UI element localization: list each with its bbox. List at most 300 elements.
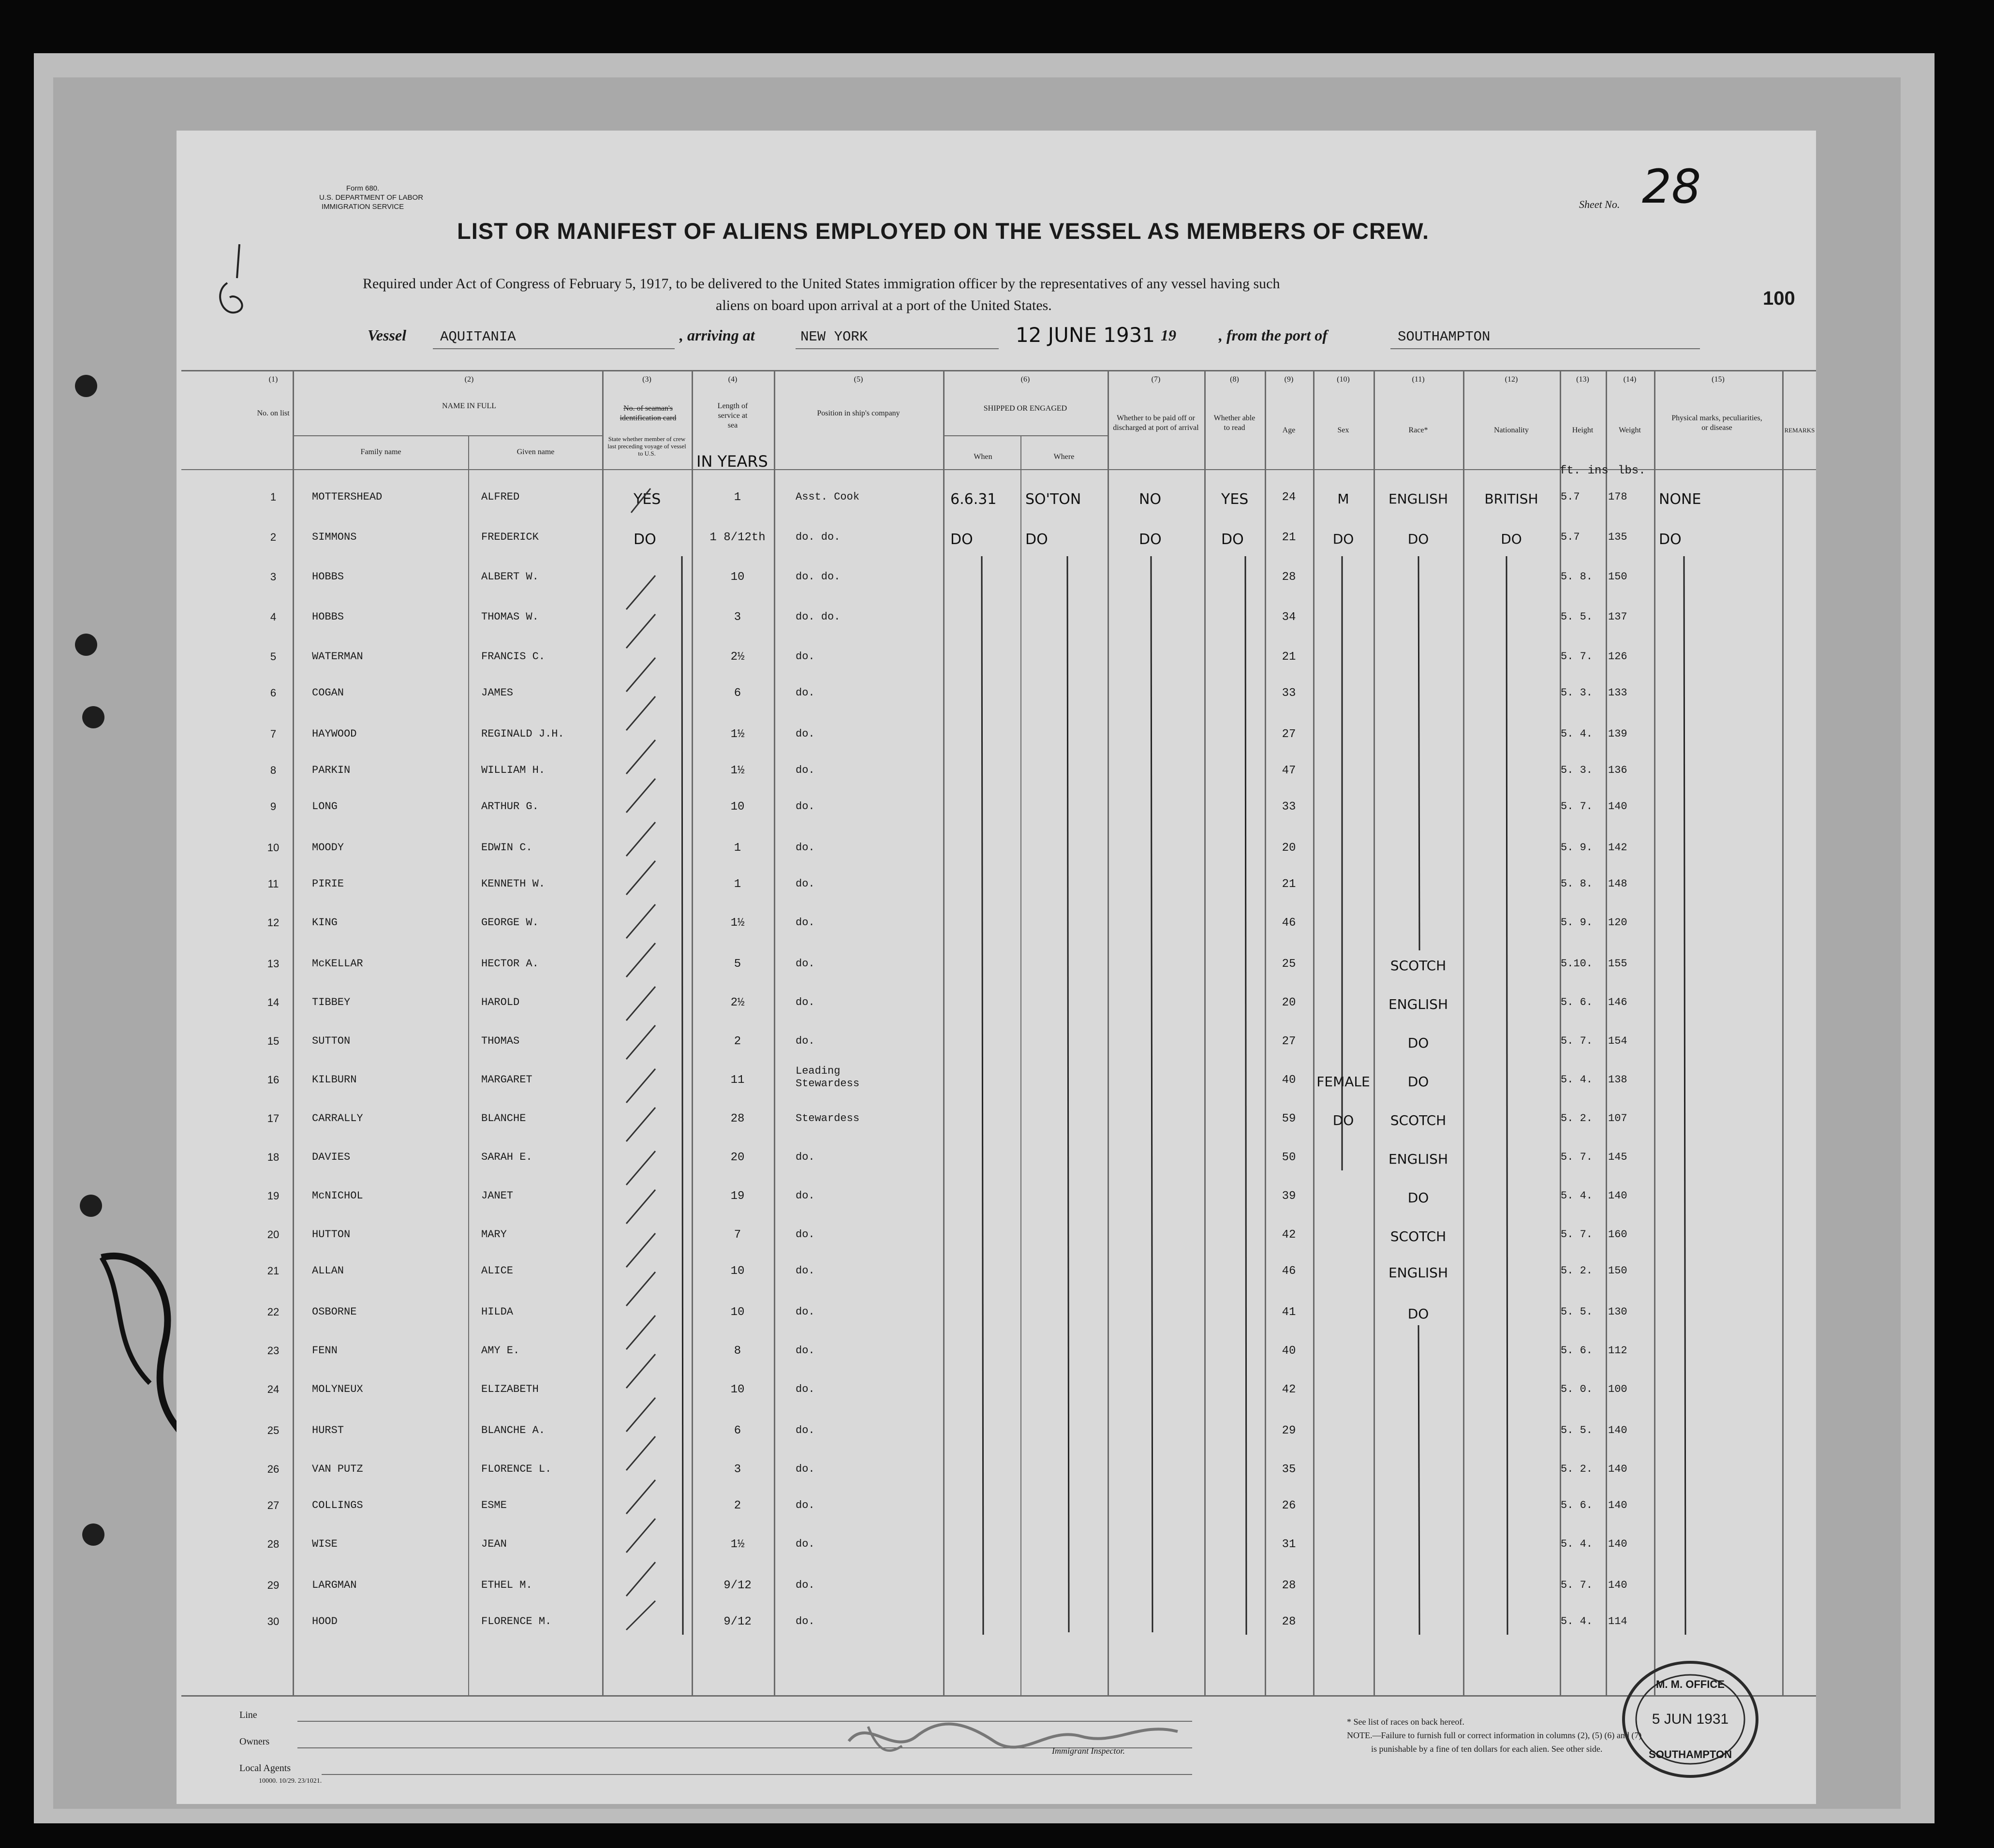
col11-num: (11) <box>1412 375 1425 384</box>
col15-header: Physical marks, peculiarities, or disease <box>1671 414 1762 432</box>
ditto-lines <box>177 131 1816 1804</box>
cell-height: 5. 9. <box>1561 842 1593 854</box>
col14-unit: lbs. <box>1618 464 1646 477</box>
cell-position: do. <box>796 1615 815 1627</box>
cell-service: 1 8/12th <box>709 531 766 544</box>
cell-when: 6.6.31 <box>950 491 997 508</box>
manifest-sheet <box>177 131 1816 1804</box>
cell-race: DO <box>1407 1074 1429 1090</box>
cell-family: MOLYNEUX <box>312 1383 363 1395</box>
vessel-name: AQUITANIA <box>440 329 516 345</box>
cell-age: 39 <box>1282 1190 1296 1203</box>
cell-given: JEAN <box>481 1538 507 1550</box>
cell-service: 1 <box>734 491 741 504</box>
cell-no: 26 <box>267 1463 280 1475</box>
cell-age: 28 <box>1282 571 1296 584</box>
cell-family: KILBURN <box>312 1074 357 1086</box>
cell-marks: NONE <box>1659 491 1701 508</box>
cell-position: do. <box>796 1035 815 1047</box>
note-line2: is punishable by a fine of ten dollars for each alien. See other side. <box>1371 1744 1603 1754</box>
cell-service: 11 <box>730 1074 745 1087</box>
cell-position: do. <box>796 800 815 813</box>
inspector-label: Immigrant Inspector. <box>1052 1746 1125 1756</box>
service: IMMIGRATION SERVICE <box>321 203 404 211</box>
cell-height: 5. 8. <box>1561 878 1593 890</box>
cell-service: 2 <box>734 1035 741 1048</box>
cell-height: 5. 7. <box>1561 800 1593 813</box>
cell-height: 5. 2. <box>1561 1463 1593 1475</box>
cell-race: DO <box>1407 1035 1429 1051</box>
cell-service: 6 <box>734 687 741 700</box>
cell-height: 5. 4. <box>1561 1538 1593 1550</box>
cell-given: FLORENCE L. <box>481 1463 552 1475</box>
cell-sex: DO <box>1332 1112 1354 1128</box>
cell-family: COGAN <box>312 687 344 699</box>
cell-weight: 140 <box>1608 1579 1627 1591</box>
cell-family: FENN <box>312 1345 338 1357</box>
cell-no: 21 <box>267 1265 280 1277</box>
cell-no: 2 <box>270 531 277 543</box>
cell-no: 16 <box>267 1074 280 1086</box>
manifest-title: LIST OR MANIFEST OF ALIENS EMPLOYED ON THE VESSEL AS MEMBERS OF CREW. <box>457 218 1430 244</box>
cell-paid: DO <box>1139 531 1162 548</box>
cell-no: 3 <box>270 571 277 583</box>
cell-weight: 150 <box>1608 571 1627 583</box>
cell-weight: 140 <box>1608 1538 1627 1550</box>
cell-weight: 120 <box>1608 917 1627 929</box>
cell-service: 1½ <box>730 917 745 930</box>
cell-given: AMY E. <box>481 1345 520 1357</box>
col2a-header: Family name <box>360 448 401 456</box>
cell-given: BLANCHE A. <box>481 1424 546 1436</box>
cell-age: 24 <box>1282 491 1296 504</box>
cell-weight: 160 <box>1608 1228 1627 1241</box>
owners-label: Owners <box>239 1736 270 1747</box>
cell-age: 27 <box>1282 728 1296 741</box>
cell-age: 21 <box>1282 878 1296 891</box>
cell-age: 33 <box>1282 800 1296 813</box>
cell-no: 1 <box>270 491 277 503</box>
cell-weight: 148 <box>1608 878 1627 890</box>
cell-service: 1½ <box>730 764 745 777</box>
col5-header: Position in ship's company <box>817 409 900 417</box>
cell-position: do. do. <box>796 611 841 623</box>
col7-header: Whether to be paid off or discharged at port of arrival <box>1113 414 1199 432</box>
col12-header: Nationality <box>1494 426 1529 434</box>
col4-header: Length of service at sea <box>717 402 748 429</box>
cell-no: 22 <box>267 1306 280 1318</box>
cell-height: 5.7 <box>1561 531 1580 543</box>
sheet-label: Sheet No. <box>1579 198 1620 210</box>
stamp-bottom: SOUTHAMPTON <box>1649 1748 1732 1760</box>
cell-no: 7 <box>270 728 277 740</box>
arriving-port: NEW YORK <box>800 329 868 345</box>
cell-height: 5.10. <box>1561 958 1593 970</box>
cell-no: 24 <box>267 1383 280 1395</box>
cell-weight: 133 <box>1608 687 1627 699</box>
cell-given: JAMES <box>481 687 514 699</box>
cell-position: do. <box>796 1265 815 1277</box>
cell-family: DAVIES <box>312 1151 351 1163</box>
cell-position: do. <box>796 917 815 929</box>
cell-family: McKELLAR <box>312 958 363 970</box>
cell-service: 8 <box>734 1345 741 1358</box>
note-races: * See list of races on back hereof. <box>1347 1717 1464 1727</box>
col6-num: (6) <box>1020 375 1030 384</box>
cell-weight: 150 <box>1608 1265 1627 1277</box>
cell-height: 5. 7. <box>1561 1579 1593 1591</box>
cell-race: SCOTCH <box>1390 1112 1447 1128</box>
cell-sex: M <box>1337 491 1349 507</box>
cell-age: 28 <box>1282 1615 1296 1628</box>
cell-family: PARKIN <box>312 764 351 776</box>
cell-paid: NO <box>1139 491 1162 508</box>
cell-position: do. <box>796 1151 815 1163</box>
cell-no: 25 <box>267 1424 280 1436</box>
cell-weight: 130 <box>1608 1306 1627 1318</box>
cell-no: 5 <box>270 650 277 663</box>
cell-given: REGINALD J.H. <box>481 728 564 740</box>
cell-position: do. <box>796 1345 815 1357</box>
binder-hole <box>82 706 104 728</box>
cell-prev: YES <box>634 491 661 508</box>
cell-given: THOMAS <box>481 1035 520 1047</box>
year-label: 19 <box>1161 326 1176 344</box>
cell-given: ALFRED <box>481 491 520 503</box>
cell-age: 35 <box>1282 1463 1296 1476</box>
cell-position: do. <box>796 1306 815 1318</box>
col2-num: (2) <box>464 375 474 384</box>
cell-weight: 178 <box>1608 491 1627 503</box>
cell-service: 7 <box>734 1228 741 1242</box>
cell-race: SCOTCH <box>1390 1228 1447 1244</box>
cell-no: 12 <box>267 917 280 929</box>
cell-given: MARY <box>481 1228 507 1241</box>
cell-height: 5.7 <box>1561 491 1580 503</box>
cell-service: 3 <box>734 611 741 624</box>
cell-service: 1½ <box>730 728 745 741</box>
cell-given: ELIZABETH <box>481 1383 539 1395</box>
cell-age: 21 <box>1282 531 1296 544</box>
cell-no: 27 <box>267 1499 280 1511</box>
cell-height: 5. 8. <box>1561 571 1593 583</box>
cell-where: SO'TON <box>1025 491 1081 508</box>
cell-when: DO <box>950 531 973 548</box>
cell-given: KENNETH W. <box>481 878 546 890</box>
cell-given: FREDERICK <box>481 531 539 543</box>
cell-no: 14 <box>267 996 280 1008</box>
cell-race: ENGLISH <box>1388 1151 1448 1167</box>
cell-sex: FEMALE <box>1316 1074 1370 1090</box>
cell-service: 9/12 <box>724 1615 752 1628</box>
cell-service: 19 <box>730 1190 745 1203</box>
col15-num: (15) <box>1712 375 1725 384</box>
cell-age: 40 <box>1282 1074 1296 1087</box>
cell-race: DO <box>1407 531 1429 547</box>
department: U.S. DEPARTMENT OF LABOR <box>319 193 424 202</box>
cell-weight: 140 <box>1608 1190 1627 1202</box>
col4-handwritten: IN YEARS <box>696 452 768 471</box>
cell-age: 59 <box>1282 1112 1296 1125</box>
cell-service: 28 <box>730 1112 745 1125</box>
cell-family: KING <box>312 917 338 929</box>
cell-height: 5. 5. <box>1561 611 1593 623</box>
cell-position: do. <box>796 1463 815 1475</box>
col7-num: (7) <box>1151 375 1161 384</box>
cell-service: 3 <box>734 1463 741 1476</box>
cell-age: 27 <box>1282 1035 1296 1048</box>
cell-no: 8 <box>270 764 277 776</box>
cell-weight: 140 <box>1608 1463 1627 1475</box>
form-number: Form 680. <box>346 184 380 192</box>
cell-weight: 100 <box>1608 1383 1627 1395</box>
cell-no: 13 <box>267 958 280 970</box>
cell-family: SUTTON <box>312 1035 351 1047</box>
cell-family: HOOD <box>312 1615 338 1627</box>
cell-no: 11 <box>267 878 279 890</box>
cell-age: 25 <box>1282 958 1296 971</box>
cell-height: 5. 6. <box>1561 1499 1593 1511</box>
cell-weight: 136 <box>1608 764 1627 776</box>
col11-header: Race* <box>1408 426 1428 434</box>
cell-no: 19 <box>267 1190 280 1202</box>
cell-no: 20 <box>267 1228 280 1241</box>
note-label: NOTE. <box>1347 1730 1373 1740</box>
cell-position: do. do. <box>796 531 841 543</box>
col6-header: SHIPPED OR ENGAGED <box>983 404 1067 413</box>
cell-position: do. <box>796 728 815 740</box>
cell-given: EDWIN C. <box>481 842 532 854</box>
cell-family: WISE <box>312 1538 338 1550</box>
cell-position: do. <box>796 1579 815 1591</box>
cell-given: FLORENCE M. <box>481 1615 552 1627</box>
binder-hole <box>75 634 97 656</box>
col5-num: (5) <box>854 375 863 384</box>
cell-no: 29 <box>267 1579 280 1591</box>
cell-age: 21 <box>1282 650 1296 664</box>
cell-service: 20 <box>730 1151 745 1164</box>
cell-height: 5. 9. <box>1561 917 1593 929</box>
sheet-number: 28 <box>1642 160 1701 214</box>
cell-height: 5. 6. <box>1561 996 1593 1008</box>
cell-age: 50 <box>1282 1151 1296 1164</box>
cell-marks: DO <box>1659 531 1682 548</box>
subtitle-line1: Required under Act of Congress of February 5, 1917, to be delivered to the United States immigration officer by the representatives of any vessel having such <box>363 276 1280 292</box>
cell-given: ESME <box>481 1499 507 1511</box>
cell-no: 9 <box>270 800 277 813</box>
cell-service: 5 <box>734 958 741 971</box>
cell-age: 28 <box>1282 1579 1296 1592</box>
cell-given: HECTOR A. <box>481 958 539 970</box>
cell-sex: DO <box>1332 531 1354 547</box>
cell-weight: 145 <box>1608 1151 1627 1163</box>
cell-family: PIRIE <box>312 878 344 890</box>
cell-family: MOTTERSHEAD <box>312 491 383 503</box>
note-text1: —Failure to furnish full or correct information in columns (2), (5) (6) and (7) <box>1372 1730 1642 1740</box>
cell-no: 6 <box>270 687 277 699</box>
col13-unit: ft. ins <box>1560 464 1609 477</box>
col1-num: (1) <box>268 375 278 384</box>
cell-height: 5. 6. <box>1561 1345 1593 1357</box>
cell-given: WILLIAM H. <box>481 764 546 776</box>
cell-height: 5. 3. <box>1561 764 1593 776</box>
cell-race: ENGLISH <box>1388 996 1448 1012</box>
cell-read: DO <box>1221 531 1244 548</box>
cell-family: WATERMAN <box>312 650 363 663</box>
cell-age: 40 <box>1282 1345 1296 1358</box>
cell-given: MARGARET <box>481 1074 532 1086</box>
col6b-header: Where <box>1053 453 1075 461</box>
cell-no: 4 <box>270 611 277 623</box>
cell-age: 20 <box>1282 842 1296 855</box>
col14-num: (14) <box>1623 375 1637 384</box>
cell-nationality: BRITISH <box>1484 491 1538 507</box>
cell-service: 10 <box>730 800 745 813</box>
col14-header: Weight <box>1619 426 1641 434</box>
cell-family: COLLINGS <box>312 1499 363 1511</box>
cell-family: MOODY <box>312 842 344 854</box>
cell-race: ENGLISH <box>1388 1265 1448 1281</box>
cell-height: 5. 5. <box>1561 1424 1593 1436</box>
cell-given: ALBERT W. <box>481 571 539 583</box>
cell-weight: 126 <box>1608 650 1627 663</box>
cell-age: 47 <box>1282 764 1296 777</box>
cell-family: OSBORNE <box>312 1306 357 1318</box>
col3-header: State whether member of crew last preceding voyage of vessel to U.S. <box>607 435 686 457</box>
cell-service: 2½ <box>730 996 745 1009</box>
cell-race: SCOTCH <box>1390 958 1447 974</box>
col2b-header: Given name <box>517 448 555 456</box>
cell-given: GEORGE W. <box>481 917 539 929</box>
cell-position: Leading Stewardess <box>796 1065 860 1090</box>
subtitle-line2: aliens on board upon arrival at a port of the United States. <box>716 297 1052 313</box>
cell-position: do. <box>796 1228 815 1241</box>
cell-position: do. <box>796 1424 815 1436</box>
cell-weight: 154 <box>1608 1035 1627 1047</box>
arriving-label: , arriving at <box>679 326 755 344</box>
col8-num: (8) <box>1230 375 1239 384</box>
cell-position: do. <box>796 1383 815 1395</box>
cell-no: 18 <box>267 1151 280 1163</box>
cell-height: 5. 4. <box>1561 1190 1593 1202</box>
cell-no: 23 <box>267 1345 280 1357</box>
cell-given: BLANCHE <box>481 1112 526 1124</box>
cell-height: 5. 2. <box>1561 1265 1593 1277</box>
cell-service: 1½ <box>730 1538 745 1551</box>
cell-weight: 140 <box>1608 1424 1627 1436</box>
page-count: 100 <box>1763 288 1795 309</box>
binder-hole <box>82 1523 104 1546</box>
cell-service: 1 <box>734 878 741 891</box>
port-label: , from the port of <box>1219 326 1328 344</box>
cell-family: McNICHOL <box>312 1190 363 1202</box>
cell-no: 17 <box>267 1112 280 1124</box>
cell-position: do. <box>796 958 815 970</box>
cell-service: 9/12 <box>724 1579 752 1592</box>
cell-family: HOBBS <box>312 571 344 583</box>
cell-weight: 114 <box>1608 1615 1627 1627</box>
cell-given: FRANCIS C. <box>481 650 546 663</box>
cell-height: 5. 4. <box>1561 1074 1593 1086</box>
cell-read: YES <box>1221 491 1249 508</box>
cell-given: ALICE <box>481 1265 514 1277</box>
cell-family: HAYWOOD <box>312 728 357 740</box>
cell-position: do. do. <box>796 571 841 583</box>
cell-service: 2½ <box>730 650 745 664</box>
cell-age: 46 <box>1282 1265 1296 1278</box>
cell-weight: 142 <box>1608 842 1627 854</box>
cell-age: 41 <box>1282 1306 1296 1319</box>
cell-given: HILDA <box>481 1306 514 1318</box>
cell-family: LARGMAN <box>312 1579 357 1591</box>
cell-where: DO <box>1025 531 1048 548</box>
cell-family: LONG <box>312 800 338 813</box>
cell-height: 5. 2. <box>1561 1112 1593 1124</box>
cell-family: HUTTON <box>312 1228 351 1241</box>
col10-num: (10) <box>1337 375 1350 384</box>
cell-height: 5. 7. <box>1561 1151 1593 1163</box>
cell-family: HOBBS <box>312 611 344 623</box>
cell-service: 10 <box>730 1265 745 1278</box>
cell-position: do. <box>796 1538 815 1550</box>
cell-position: Asst. Cook <box>796 491 860 503</box>
cell-age: 42 <box>1282 1383 1296 1396</box>
cell-given: THOMAS W. <box>481 611 539 623</box>
cell-no: 15 <box>267 1035 280 1047</box>
cell-no: 30 <box>267 1615 280 1627</box>
col9-num: (9) <box>1284 375 1294 384</box>
cell-position: do. <box>796 1190 815 1202</box>
cell-weight: 137 <box>1608 611 1627 623</box>
cell-weight: 135 <box>1608 531 1627 543</box>
cell-height: 5. 7. <box>1561 1035 1593 1047</box>
col1-header: No. on list <box>257 409 290 417</box>
cell-position: do. <box>796 687 815 699</box>
cell-position: do. <box>796 842 815 854</box>
cell-age: 33 <box>1282 687 1296 700</box>
cell-age: 42 <box>1282 1228 1296 1242</box>
cell-age: 34 <box>1282 611 1296 624</box>
cell-family: SIMMONS <box>312 531 357 543</box>
agents-label: Local Agents <box>239 1763 291 1774</box>
cell-no: 10 <box>267 842 280 854</box>
cell-position: do. <box>796 1499 815 1511</box>
col3-struck-header: No. of seaman's identification card <box>620 404 677 422</box>
cell-family: VAN PUTZ <box>312 1463 363 1475</box>
cell-given: ETHEL M. <box>481 1579 532 1591</box>
col2-header: NAME IN FULL <box>442 402 496 410</box>
cell-race: DO <box>1407 1190 1429 1206</box>
cell-family: ALLAN <box>312 1265 344 1277</box>
cell-age: 20 <box>1282 996 1296 1009</box>
line-label: Line <box>239 1710 257 1720</box>
cell-height: 5. 7. <box>1561 650 1593 663</box>
cell-given: HAROLD <box>481 996 520 1008</box>
cell-height: 5. 7. <box>1561 1228 1593 1241</box>
cell-position: do. <box>796 650 815 663</box>
cell-weight: 107 <box>1608 1112 1627 1124</box>
cell-height: 5. 3. <box>1561 687 1593 699</box>
arrival-date: 12 JUNE 1931 <box>1016 323 1155 347</box>
cell-family: CARRALLY <box>312 1112 363 1124</box>
col13-header: Height <box>1572 426 1594 434</box>
cell-age: 46 <box>1282 917 1296 930</box>
cell-age: 31 <box>1282 1538 1296 1551</box>
col13-num: (13) <box>1576 375 1589 384</box>
col16-header: REMARKS <box>1784 427 1815 434</box>
cell-weight: 155 <box>1608 958 1627 970</box>
binder-hole <box>80 1195 102 1217</box>
